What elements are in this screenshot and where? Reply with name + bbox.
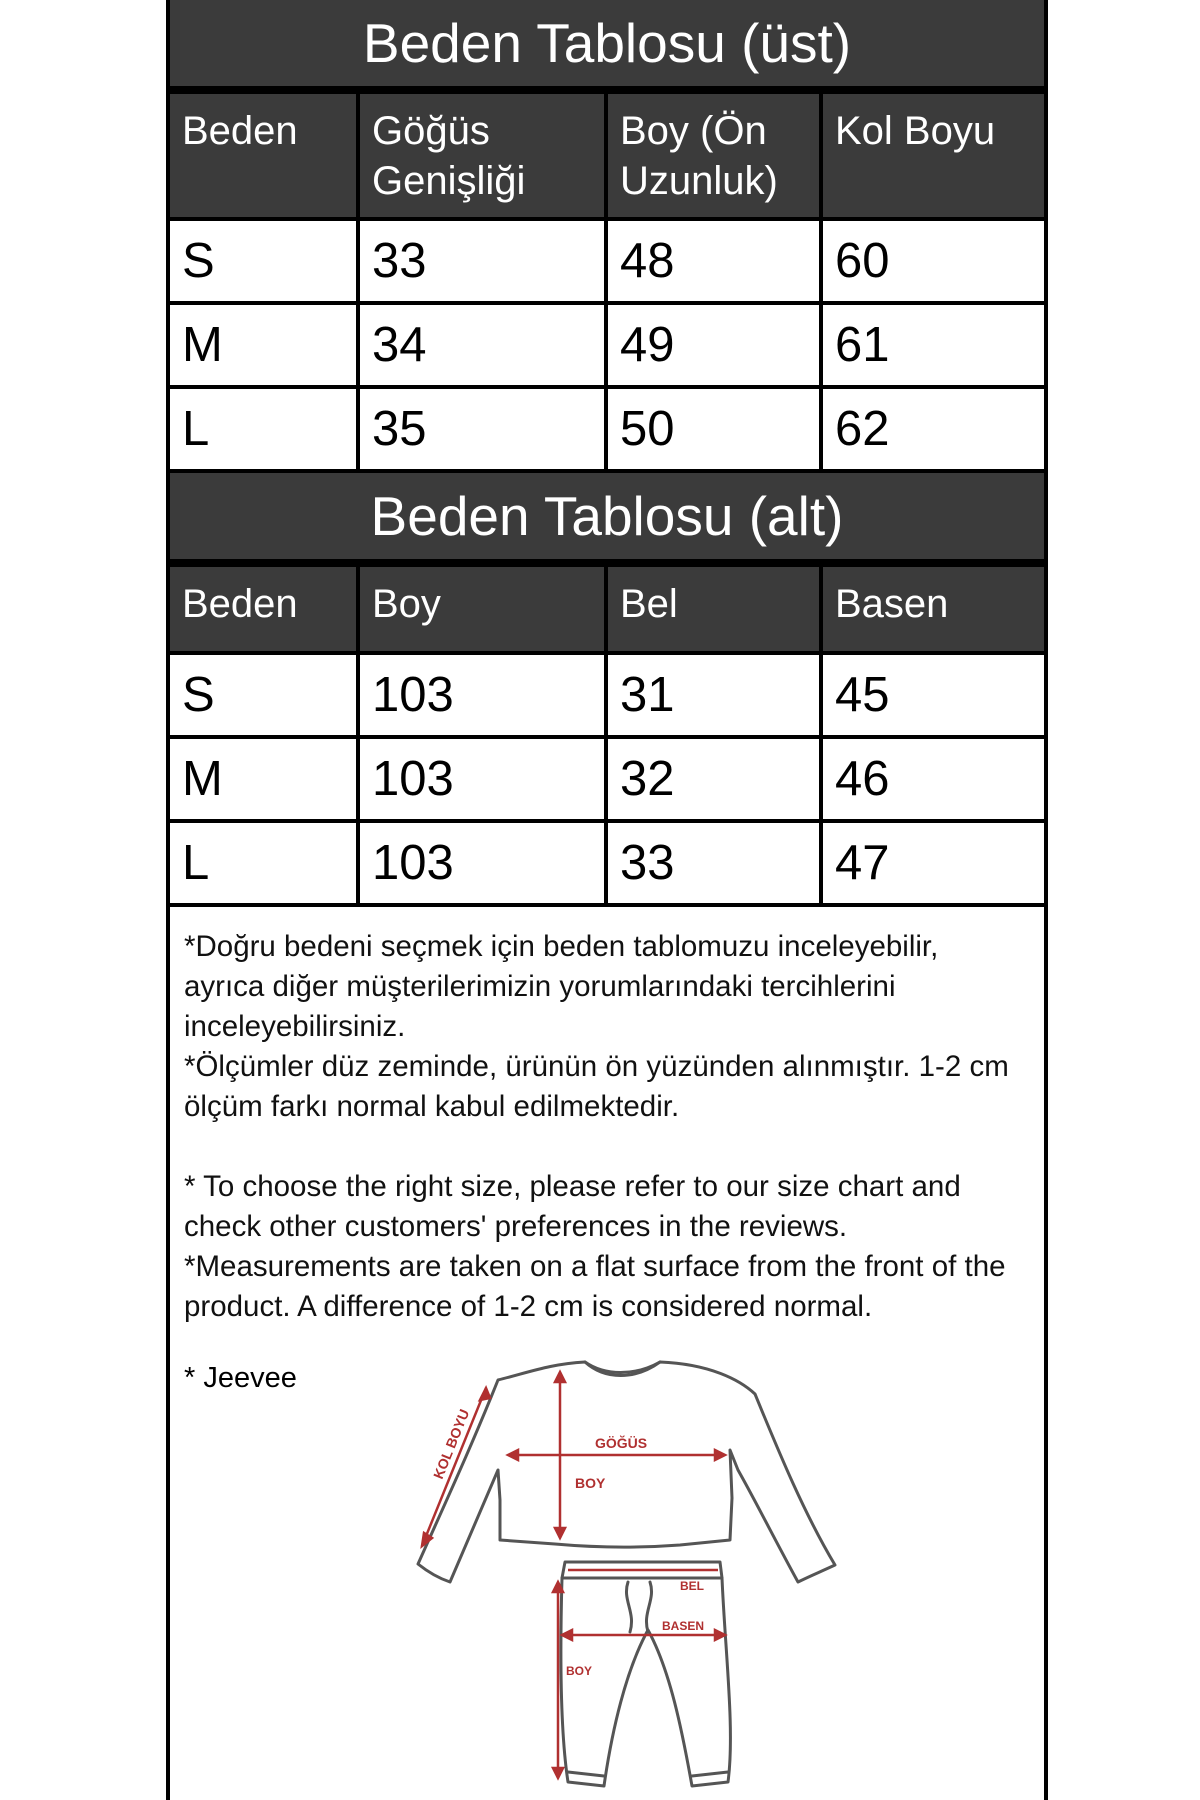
bottom-table-title: Beden Tablosu (alt) [170,473,1044,563]
top-table-title: Beden Tablosu (üst) [170,0,1044,90]
bottom-size-table [170,563,1044,907]
table-cell: 47 [821,821,1044,905]
table-row [170,387,1044,471]
table-cell: L [170,821,358,905]
label-basen: BASEN [662,1619,705,1633]
table-row [170,653,1044,737]
note-en-2: *Measurements are taken on a flat surface from the front of the product. A difference of 1-2 cm is considered normal. [184,1250,1006,1323]
garment-measurement-diagram [380,1350,880,1800]
note-tr-1: *Doğru bedeni seçmek için beden tablomuzu inceleyebilir, ayrıca diğer müşterilerimizin yorumlarındaki tercihlerini inceleyebilirsiniz. [184,930,939,1043]
table-cell: 31 [606,653,821,737]
table-cell: 45 [821,653,1044,737]
header-cell: Göğüs Genişliği [358,92,606,219]
header-cell: Kol Boyu [821,92,1044,219]
label-boy-bottom: BOY [566,1664,593,1678]
header-cell: Bel [606,565,821,653]
table-cell: 103 [358,653,606,737]
table-cell: 60 [821,219,1044,303]
note-en-1: * To choose the right size, please refer to our size chart and check other customers' preferences in the reviews. [184,1170,961,1243]
header-cell: Boy [358,565,606,653]
header-cell: Basen [821,565,1044,653]
table-header-row [170,92,1044,219]
label-gogus: GÖĞÜS [595,1435,648,1451]
table-cell: L [170,387,358,471]
brand-note: * Jeevee [184,1362,297,1394]
header-cell: Beden [170,92,358,219]
garment-outline [418,1362,835,1786]
table-cell: 103 [358,737,606,821]
table-cell: 61 [821,303,1044,387]
table-cell: S [170,219,358,303]
table-row [170,821,1044,905]
table-cell: M [170,303,358,387]
table-cell: M [170,737,358,821]
top-size-table [170,90,1044,473]
size-chart-sheet [166,0,1048,1800]
table-cell: 49 [606,303,821,387]
table-cell: 33 [606,821,821,905]
table-cell: 103 [358,821,606,905]
label-bel: BEL [680,1579,704,1593]
header-cell: Beden [170,565,358,653]
table-cell: 32 [606,737,821,821]
table-cell: 62 [821,387,1044,471]
notes-section [170,907,1044,1327]
table-cell: 48 [606,219,821,303]
table-cell: 33 [358,219,606,303]
table-row [170,219,1044,303]
label-boy-top: BOY [575,1475,606,1491]
header-cell: Boy (Ön Uzunluk) [606,92,821,219]
table-cell: 34 [358,303,606,387]
table-header-row [170,565,1044,653]
table-row [170,303,1044,387]
note-tr-2: *Ölçümler düz zeminde, ürünün ön yüzünden alınmıştır. 1-2 cm ölçüm farkı normal kabul edilmektedir. [184,1050,1009,1123]
table-cell: S [170,653,358,737]
table-cell: 46 [821,737,1044,821]
table-cell: 50 [606,387,821,471]
table-row [170,737,1044,821]
table-cell: 35 [358,387,606,471]
label-kol-boyu: KOL BOYU [429,1406,473,1482]
